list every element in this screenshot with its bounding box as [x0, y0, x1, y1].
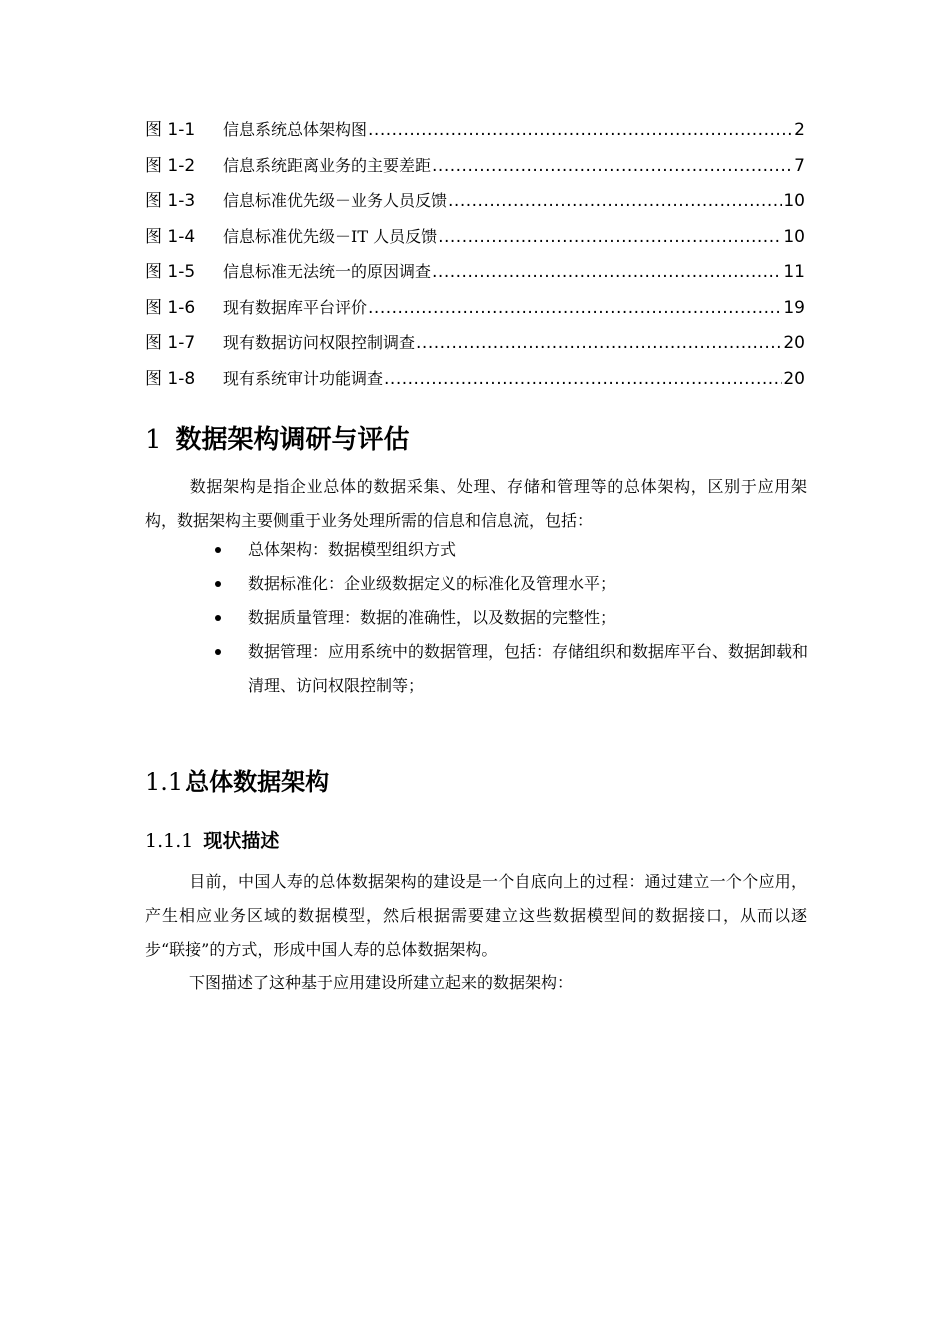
figure-page-number: 7: [794, 155, 805, 176]
section-heading-2: [145, 762, 329, 797]
figure-page-number: 20: [783, 368, 805, 389]
intro-paragraph: [145, 470, 807, 538]
figure-page-number: 20: [783, 333, 805, 353]
figure-number: 图 1-6: [145, 297, 196, 318]
body-paragraph: [145, 865, 807, 967]
figure-number: 图 1-5: [145, 262, 196, 282]
list-item: [213, 635, 823, 703]
figure-page-number: 11: [783, 262, 805, 282]
section-number: 1.1: [145, 768, 184, 796]
bullet-list: [213, 533, 823, 703]
section-number: 1.1.1: [145, 830, 194, 852]
figure-number: 图 1-7: [145, 333, 196, 353]
paragraph-text: 下图描述了这种基于应用建设所建立起来的数据架构：: [189, 973, 574, 992]
figure-title: 信息系统距离业务的主要差距: [223, 155, 432, 175]
figure-list-entry[interactable]: [145, 257, 805, 293]
figure-number: 图 1-8: [145, 368, 196, 389]
section-title: 现状描述: [203, 830, 280, 852]
figure-title: 信息标准优先级－业务人员反馈: [223, 191, 448, 210]
list-item: [213, 533, 823, 567]
paragraph-text: 目前，中国人寿的总体数据架构的建设是一个自底向上的过程：通过建立一个个应用，产生相应业务区域的数据模型，然后根据需要建立这些数据模型间的数据接口，从而以逐步“联接”的方式，形成中国人寿的总体数据架构。: [145, 872, 807, 959]
figure-number: 图 1-2: [145, 155, 196, 176]
list-item-text: 数据管理：应用系统中的数据管理，包括：存储组织和数据库平台、数据卸载和清理、访问权限控制等；: [248, 642, 809, 695]
body-paragraph: [145, 966, 807, 1000]
section-title: 数据架构调研与评估: [175, 425, 410, 455]
figure-page-number: 19: [783, 297, 805, 318]
dot-leader: [384, 369, 782, 389]
dot-leader: [416, 333, 782, 353]
dot-leader: [432, 156, 793, 176]
section-heading-1: [145, 419, 410, 456]
section-heading-3: [145, 826, 279, 853]
figure-list-entry[interactable]: [145, 115, 805, 151]
figure-list-entry[interactable]: [145, 222, 805, 258]
figure-list-entry[interactable]: [145, 364, 805, 400]
figure-title: 现有数据访问权限控制调查: [223, 333, 416, 352]
bullet-icon: [215, 649, 221, 655]
figure-page-number: 10: [783, 191, 805, 211]
dot-leader: [448, 191, 782, 211]
intro-text: 数据架构是指企业总体的数据采集、处理、存储和管理等的总体架构，区别于应用架构，数据架构主要侧重于业务处理所需的信息和信息流，包括：: [145, 477, 807, 530]
figure-title: 信息系统总体架构图: [223, 120, 368, 139]
figure-list-entry[interactable]: [145, 186, 805, 222]
figure-list-entry[interactable]: [145, 151, 805, 187]
list-item-text: 总体架构：数据模型组织方式: [248, 540, 457, 559]
bullet-icon: [215, 615, 221, 621]
figure-list: [145, 115, 805, 399]
section-title: 总体数据架构: [185, 768, 330, 796]
figure-title: 现有系统审计功能调查: [223, 368, 384, 388]
dot-leader: [368, 120, 793, 140]
list-item: [213, 567, 823, 601]
figure-page-number: 10: [783, 226, 805, 247]
list-item: [213, 601, 823, 635]
dot-leader: [368, 298, 782, 318]
figure-list-entry[interactable]: [145, 293, 805, 329]
figure-number: 图 1-3: [145, 191, 196, 211]
figure-page-number: 2: [794, 120, 805, 140]
figure-title: 信息标准优先级－IT 人员反馈: [223, 226, 438, 246]
list-item-text: 数据质量管理：数据的准确性，以及数据的完整性；: [248, 608, 617, 627]
figure-title: 信息标准无法统一的原因调查: [223, 262, 432, 281]
figure-number: 图 1-1: [145, 120, 196, 140]
bullet-icon: [215, 581, 221, 587]
figure-list-entry[interactable]: [145, 328, 805, 364]
bullet-icon: [215, 547, 221, 553]
section-number: 1: [145, 425, 162, 455]
dot-leader: [432, 262, 782, 282]
figure-number: 图 1-4: [145, 226, 196, 247]
list-item-text: 数据标准化：企业级数据定义的标准化及管理水平；: [248, 574, 617, 593]
figure-title: 现有数据库平台评价: [223, 297, 368, 317]
dot-leader: [438, 227, 782, 247]
